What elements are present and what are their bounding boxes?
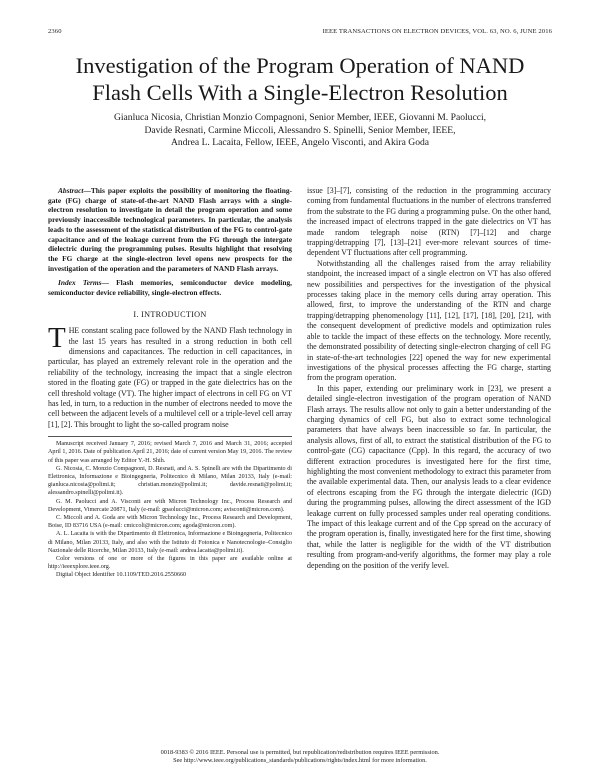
paper-title	[40, 52, 560, 106]
intro-text: HE constant scaling pace followed by the NAND Flash technology in the last 15 years has resulted in a strong reduction in both cell dimensions and capacitances. The reduction in cell capacitances, in particular, has played an extremely relevant role in the operation and the reliability of the technology, increasing the impact that a single electron stored in the floating gate (FG) or trapped in the gate dielectrics has on the cell threshold voltage (VT). The higher impact of electrons in cell FG on VT has led, in turn, to a reduction in the number of electrons needed to move the cell between the adjacent levels of a multilevel cell or a triple-level cell array [1], [2]. This brought to light the so-called program noise	[48, 326, 292, 429]
title-line-2: Flash Cells With a Single-Electron Resolution	[92, 80, 508, 105]
footnote-affiliation-polimi: G. Nicosia, C. Monzio Compagnoni, D. Resnati, and A. S. Spinelli are with the Dipartimento di Elettronica, Informazione e Bioingegneria, Politecnico di Milano, Milan 20133, Italy (e-mail: gianluca.nicosia@polimi.it; christian.monzio@polimi.it; davide.resnati@polimi.it; alessandro.spinelli@polimi.it).	[48, 465, 292, 497]
left-column	[48, 186, 292, 580]
footnote-affiliation-micron-usa: C. Miccoli and A. Goda are with Micron Technology Inc., Process Research and Development, Boise, ID 83716 USA (e-mail: cmiccoli@micron.com; agoda@micron.com).	[48, 515, 292, 530]
index-terms-label: Index Terms	[58, 278, 102, 288]
abstract	[48, 186, 292, 273]
drop-cap: T	[48, 322, 66, 355]
authors-line-2: Davide Resnati, Carmine Miccoli, Alessandro S. Spinelli, Senior Member, IEEE,	[144, 124, 456, 136]
intro-paragraph	[48, 322, 292, 430]
paragraph-1: issue [3]–[7], consisting of the reduction in the programming accuracy coming from fundamental fluctuations in the number of electrons transferred from the substrate to the FG during a programming pulse. On the other hand, the increased impact of electrons trapped in the gate dielectrics on VT has made random telegraph noise (RTN) [7]–[12] and charge trapping/detrapping [7], [13]–[21] ever-more relevant sources of time-dependent VT fluctuations after cell programming.	[307, 186, 551, 258]
right-column	[307, 186, 551, 571]
title-line-1: Investigation of the Program Operation of NAND	[75, 53, 525, 78]
authors-line-1: Gianluca Nicosia, Christian Monzio Compagnoni, Senior Member, IEEE, Giovanni M. Paolucci,	[113, 112, 487, 123]
author-list	[60, 112, 540, 150]
footnote-affiliation-micron-italy: G. M. Paolucci and A. Visconti are with Micron Technology Inc., Process Research and Development, Vimercate 20871, Italy (e-mail: gpaolucci@micron.com; avisconti@micron.com).	[48, 498, 292, 513]
footnote-manuscript: Manuscript received January 7, 2016; revised March 7, 2016 and March 31, 2016; accepted April 1, 2016. Date of publication April 21, 2016; date of current version May 19, 2016. The review of this paper was arranged by Editor Y.-H. Shih.	[48, 441, 292, 464]
paragraph-3: In this paper, extending our preliminary work in [23], we present a detailed single-electron investigation of the program operation of NAND Flash arrays. The results allow not only to gain a better understanding of the charging dynamics of cell FG, but also to extract some technological parameters that have always been inaccessible so far. In particular, the analysis allows, first of all, to extract the statistical distribution of the FG to control-gate (CG) capacitance (Cpp). In this regard, the accuracy of two different extraction procedures is investigated here for the first time, highlighting the most convenient methodology to extract this parameter from the available experimental data. Then, our analysis leads to a clear evidence of electrons escaping from the FG through the intergate dielectric (IGD) during the programming pulses, allowing the direct assessment of the IGD leakage current on fully processed samples under real operating conditions. The impact of this leakage current and of the Cpp spread on the accuracy of the program operation is, finally, investigated here for the first time, showing that, while the latter is negligible for the width of the VT distribution resulting from program-and-verify algorithms, the former may play a role depending on the position of the verify level.	[307, 383, 551, 570]
authors-line-3: Andrea L. Lacaita, Fellow, IEEE, Angelo Visconti, and Akira Goda	[170, 137, 430, 149]
copyright-line-1: 0018-9383 © 2016 IEEE. Personal use is permitted, but republication/redistribution requires IEEE permission.	[160, 749, 440, 756]
abstract-text: —This paper exploits the possibility of monitoring the floating-gate (FG) charge of state-of-the-art NAND Flash arrays with a single-electron resolution to investigate in detail the program operation and some previously inaccessible technological parameters. In particular, the analysis leads to the assessment of the statistical distribution of the FG to control-gate capacitance and of the leakage current from the FG through the intergate dielectric during the programming pulses. Results highlight that resolving the FG charge at the single-electron level opens new prospects for the investigation of the operation and the parameters of NAND Flash arrays.	[48, 186, 292, 273]
section-heading: I. INTRODUCTION	[133, 309, 207, 319]
footnotes	[48, 436, 292, 579]
paragraph-2: Notwithstanding all the challenges raised from the array reliability standpoint, the increased impact of a single electron on VT has also offered new possibilities and perspectives for the investigation of the physical processes taking place in the memory cells during array operation. This allowed, first, to improve the understanding of the RTN and charge trapping/detrapping phenomenology [11], [12], [17], [18], [20], [21], with the consequent development of predictive models and optimization rules able to tackle the impact of these effects on the technology. More recently, the demonstrated possibility of detecting single-electron charging of cell FG in state-of-the-art technologies [22] opened the way for new experimental investigations of the physical processes affecting the FG charge, starting from the program operation.	[307, 258, 551, 383]
copyright-line-2: See http://www.ieee.org/publications_standards/publications/rights/index.html for more information.	[173, 757, 427, 765]
running-header	[48, 28, 552, 38]
footnote-doi: Digital Object Identifier 10.1109/TED.2016.2550660	[56, 572, 187, 579]
journal-name: IEEE TRANSACTIONS ON ELECTRON DEVICES, VOL. 63, NO. 6, JUNE 2016	[322, 28, 552, 35]
index-terms-text: — Flash memories, semiconductor device modeling, semiconductor device reliability, single-electron effects.	[48, 278, 292, 298]
footnote-color-versions: Color versions of one or more of the figures in this paper are available online at http://ieeexplore.ieee.org.	[48, 556, 292, 571]
abstract-label: Abstract	[58, 186, 84, 195]
page-number: 2360	[48, 28, 62, 35]
copyright-notice	[60, 749, 540, 766]
index-terms	[48, 278, 292, 297]
footnote-affiliation-lacaita: A. L. Lacaita is with the Dipartimento di Elettronica, Informazione e Bioingegneria, Politecnico di Milano, Milan 20133, Italy, and also with the Istituto di Fotonica e Nanotecnologie–Consiglio Nazionale delle Ricerche, Milan 20133, Italy (e-mail: andrea.lacaita@polimi.it).	[48, 531, 292, 554]
